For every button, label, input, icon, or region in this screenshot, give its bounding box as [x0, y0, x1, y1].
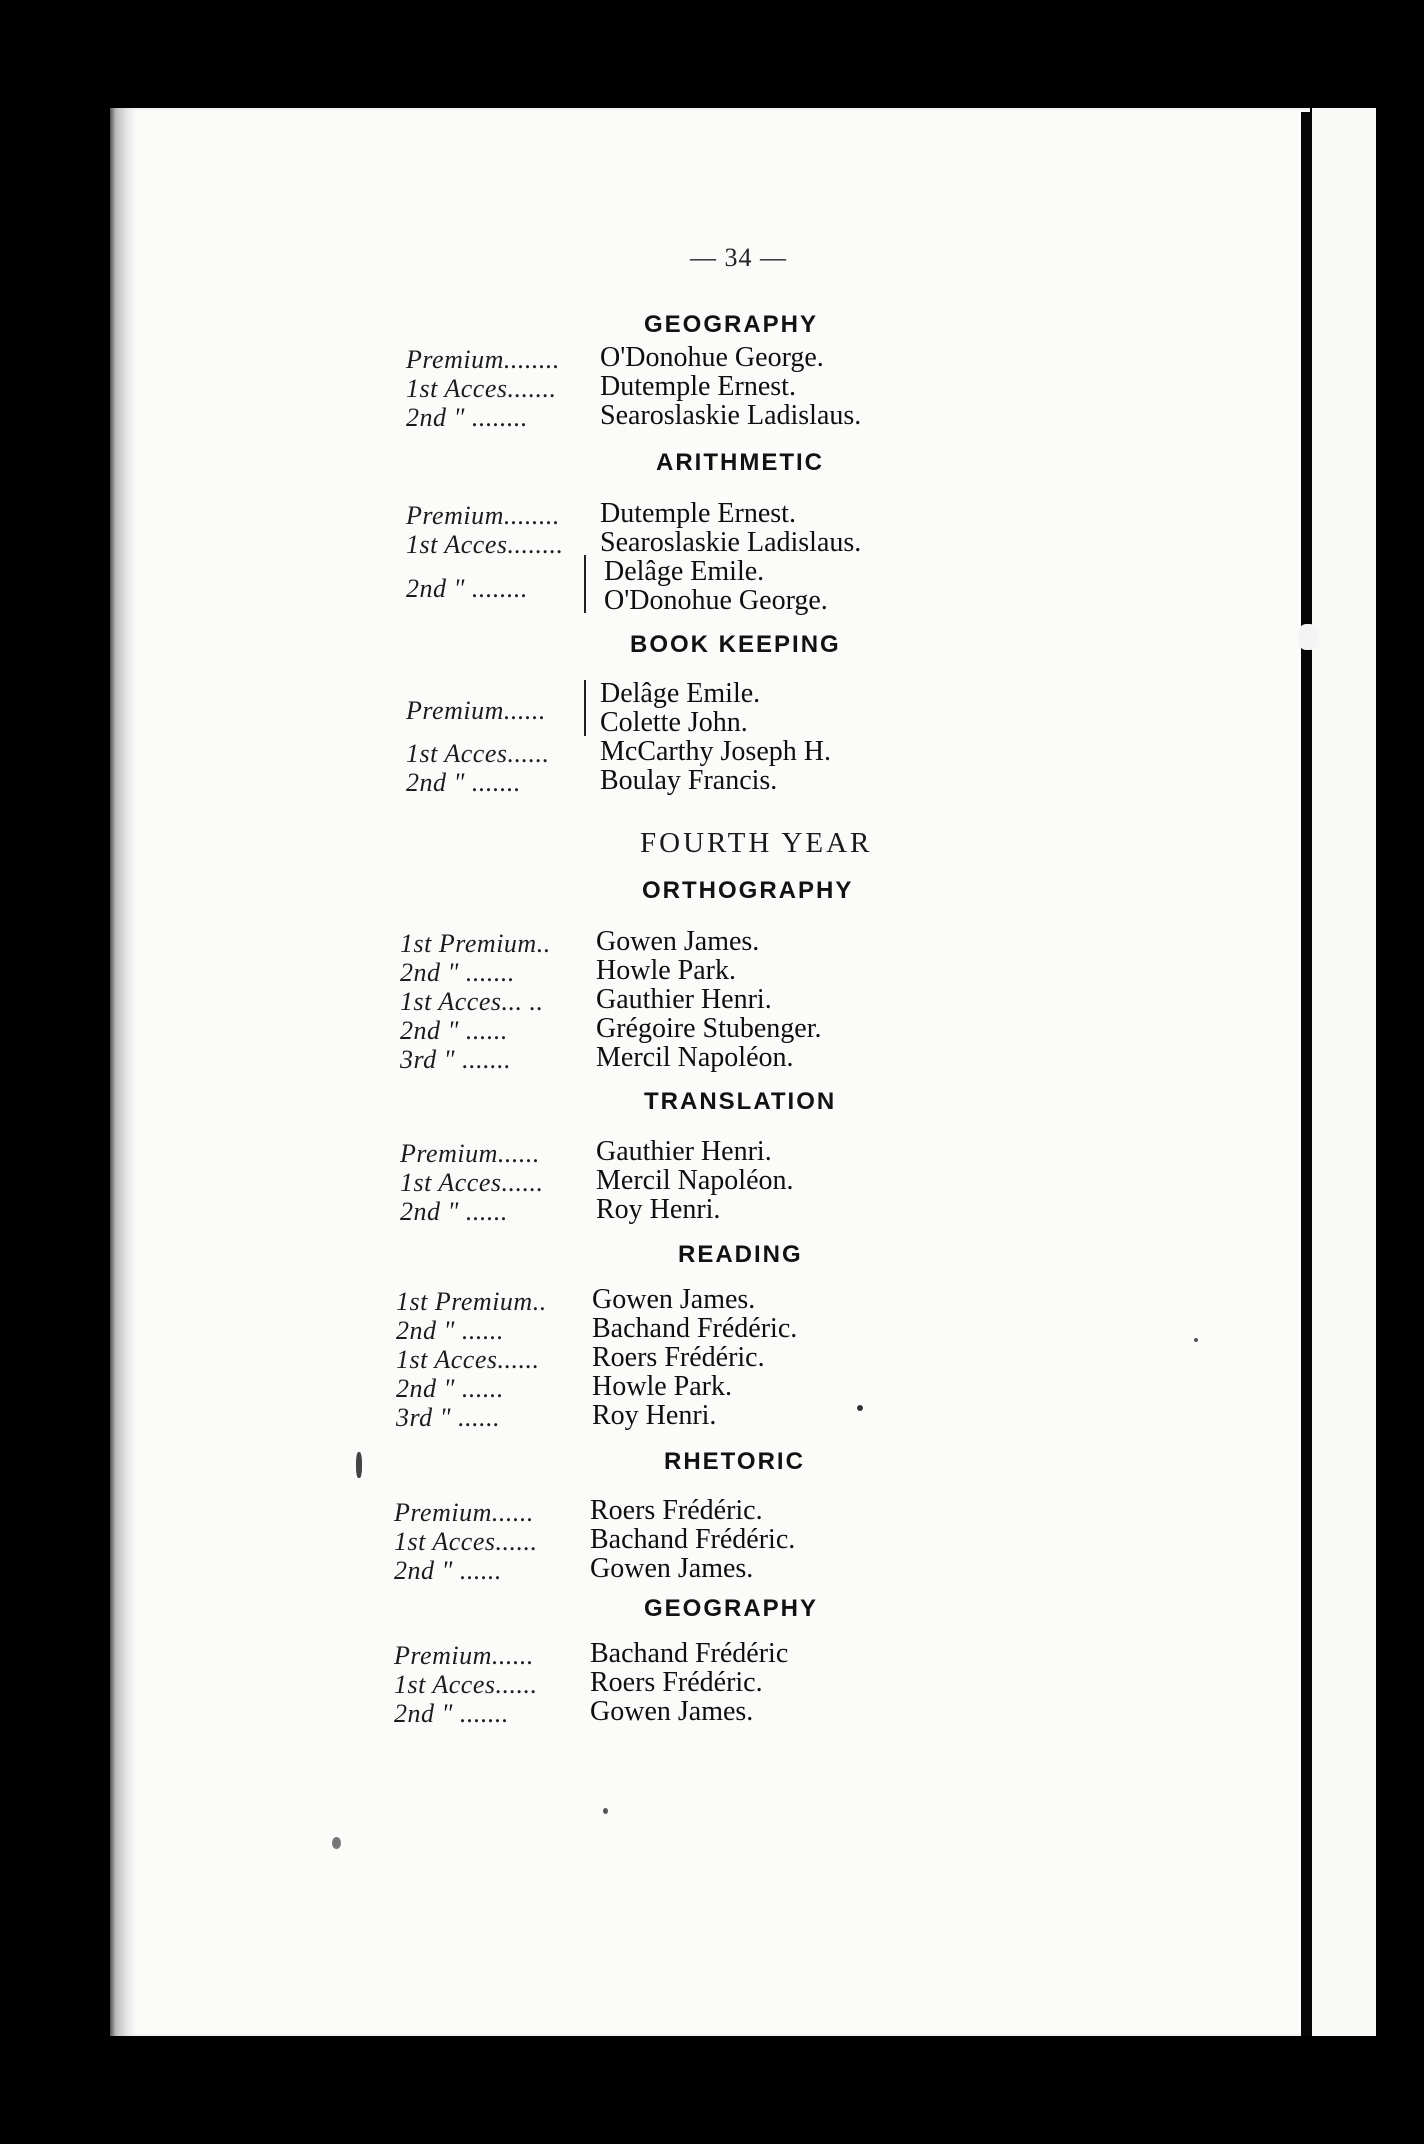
student-name: Gauthier Henri.	[596, 1136, 772, 1167]
section-heading-orthography: ORTHOGRAPHY	[642, 877, 854, 904]
award-label: 1st Premium..	[400, 929, 551, 958]
scan-speck	[356, 1452, 362, 1478]
facing-page-edge	[1312, 108, 1376, 2036]
award-label: 1st Acces.......	[406, 374, 557, 403]
student-name: Roers Frédéric.	[590, 1495, 763, 1526]
scan-speck	[603, 1808, 608, 1814]
student-name: Gauthier Henri.	[596, 984, 772, 1015]
student-name: Gowen James.	[592, 1284, 756, 1315]
award-label: 3rd " .......	[400, 1045, 512, 1074]
student-name: Gowen James.	[596, 926, 760, 957]
award-label: 1st Acces........	[406, 530, 564, 559]
award-label: 2nd " ......	[396, 1316, 504, 1345]
award-label: 2nd " .......	[406, 768, 521, 797]
page-number: — 34 —	[690, 243, 787, 272]
section-heading-book-keeping: BOOK KEEPING	[630, 631, 841, 658]
award-label: 2nd " ......	[394, 1556, 502, 1585]
student-name: Howle Park.	[596, 955, 736, 986]
student-name: Mercil Napoléon.	[596, 1042, 794, 1073]
section-heading-rhetoric: RHETORIC	[664, 1448, 805, 1475]
student-name: Boulay Francis.	[600, 765, 778, 796]
student-name: Delâge Emile.	[600, 678, 761, 709]
award-label: Premium......	[394, 1498, 534, 1527]
student-name: Roers Frédéric.	[592, 1342, 765, 1373]
award-label: 1st Acces... ..	[400, 987, 544, 1016]
student-name: O'Donohue George.	[604, 585, 828, 616]
student-name: Roy Henri.	[596, 1194, 721, 1225]
student-name: Delâge Emile.	[604, 556, 765, 587]
scan-speck	[857, 1405, 863, 1411]
student-name: Roy Henri.	[592, 1400, 717, 1431]
section-heading-translation: TRANSLATION	[644, 1088, 837, 1115]
award-label: Premium......	[400, 1139, 540, 1168]
award-label: 1st Acces......	[400, 1168, 544, 1197]
name-group-bracket	[584, 680, 586, 736]
student-name: Colette John.	[600, 707, 748, 738]
award-label: 2nd " ......	[396, 1374, 504, 1403]
student-name: Gowen James.	[590, 1696, 754, 1727]
award-label: 1st Premium..	[396, 1287, 547, 1316]
binding-notch	[1298, 624, 1318, 650]
scan-speck	[332, 1837, 341, 1849]
student-name: McCarthy Joseph H.	[600, 736, 831, 767]
award-label: Premium......	[406, 696, 546, 725]
student-name: Searoslaskie Ladislaus.	[600, 400, 862, 431]
award-label: 1st Acces......	[396, 1345, 540, 1374]
student-name: Bachand Frédéric.	[592, 1313, 798, 1344]
student-name: Bachand Frédéric.	[590, 1524, 796, 1555]
award-label: Premium........	[406, 345, 560, 374]
award-label: 1st Acces......	[394, 1527, 538, 1556]
student-name: Howle Park.	[592, 1371, 732, 1402]
award-label: 3rd " ......	[396, 1403, 501, 1432]
award-label: Premium........	[406, 501, 560, 530]
student-name: Mercil Napoléon.	[596, 1165, 794, 1196]
award-label: 2nd " ......	[400, 1197, 508, 1226]
award-label: Premium......	[394, 1641, 534, 1670]
student-name: Roers Frédéric.	[590, 1667, 763, 1698]
scan-speck	[1194, 1338, 1198, 1342]
section-heading-geography: GEOGRAPHY	[644, 311, 819, 338]
award-label: 2nd " ........	[406, 403, 528, 432]
section-heading-reading: READING	[678, 1241, 803, 1268]
award-label: 1st Acces......	[394, 1670, 538, 1699]
page-binding-edge	[1301, 112, 1312, 2036]
student-name: Gowen James.	[590, 1553, 754, 1584]
award-label: 2nd " .......	[394, 1699, 509, 1728]
student-name: Dutemple Ernest.	[600, 371, 796, 402]
student-name: Dutemple Ernest.	[600, 498, 796, 529]
section-heading-geography: GEOGRAPHY	[644, 1595, 819, 1622]
student-name: O'Donohue George.	[600, 342, 824, 373]
award-label: 1st Acces......	[406, 739, 550, 768]
name-group-bracket	[584, 555, 586, 613]
page-gutter-shadow	[110, 108, 136, 2036]
student-name: Grégoire Stubenger.	[596, 1013, 822, 1044]
student-name: Bachand Frédéric	[590, 1638, 789, 1669]
student-name: Searoslaskie Ladislaus.	[600, 527, 862, 558]
award-label: 2nd " ......	[400, 1016, 508, 1045]
section-heading-arithmetic: ARITHMETIC	[656, 449, 824, 476]
award-label: 2nd " .......	[400, 958, 515, 987]
year-heading: FOURTH YEAR	[640, 827, 873, 859]
award-label: 2nd " ........	[406, 574, 528, 603]
